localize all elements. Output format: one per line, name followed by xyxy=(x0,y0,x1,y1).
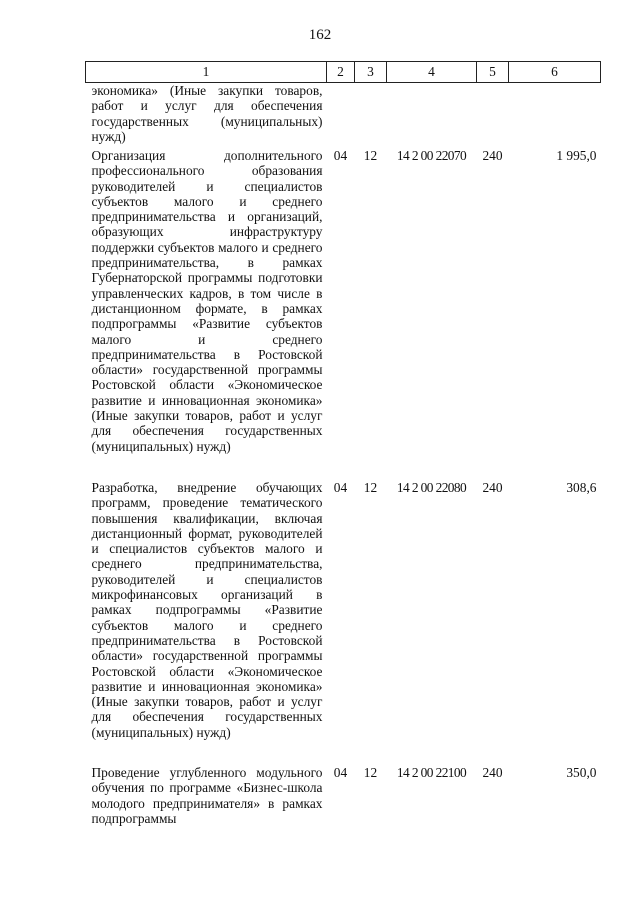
row-target-item-code: 14 2 00 22070 xyxy=(396,148,467,163)
row-subsection-code xyxy=(355,83,387,146)
row-expense-type-code: 240 xyxy=(482,765,503,780)
header-col-3: 3 xyxy=(355,62,387,83)
row-section-code: 04 xyxy=(333,480,348,495)
row-target-item-code xyxy=(387,83,477,146)
row-description: Проведение углубленного модульного обучения по программе «Бизнес-школа молодого предпринимателя» в рамках подпрограммы xyxy=(91,765,323,826)
row-target-item-code: 14 2 00 22100 xyxy=(396,765,467,780)
row-expense-type-code xyxy=(477,83,509,146)
page-number: 162 xyxy=(308,27,332,43)
table-row xyxy=(86,145,601,478)
row-section-code: 04 xyxy=(333,148,348,163)
header-col-5: 5 xyxy=(477,62,509,83)
row-amount: 308,6 xyxy=(566,480,597,495)
row-description: Разработка, внедрение обучающих программ, проведение тематического повышения квалификации, включая дистанционный формат, руководителей и специалистов субъектов малого и среднего предпринимательства, руководителей и специалистов микрофинансовых организаций в рамках подпрограммы «Развитие субъектов малого и среднего предпринимательства в Ростовской области» государственной программы Ростовской области «Экономическое развитие и инновационная экономика» (Иные закупки товаров, работ и услуг для обеспечения государственных (муниципальных) нужд) xyxy=(91,480,323,740)
header-row xyxy=(86,62,601,83)
row-expense-type-code: 240 xyxy=(482,480,503,495)
row-description: Организация дополнительного профессионального образования руководителей и специалистов субъектов малого и среднего предпринимательства и организаций, образующих инфраструктуру поддержки субъектов малого и среднего предпринимательства, в рамках Губернаторской программы подготовки управленческих кадров, в том числе в дистанционном формате, в рамках подпрограммы «Развитие субъектов малого и среднего предпринимательства в Ростовской области» государственной программы Ростовской области «Экономическое развитие и инновационная экономика» (Иные закупки товаров, работ и услуг для обеспечения государственных (муниципальных) нужд) xyxy=(91,148,323,454)
row-description: экономика» (Иные закупки товаров, работ и услуг для обеспечения государственных (муниципальных) нужд) xyxy=(91,83,323,144)
row-subsection-code: 12 xyxy=(363,148,378,163)
row-section-code xyxy=(327,83,355,146)
row-subsection-code: 12 xyxy=(363,765,378,780)
table-header xyxy=(86,62,601,83)
row-amount: 1 995,0 xyxy=(556,148,597,163)
table-row xyxy=(86,763,601,826)
header-col-4: 4 xyxy=(387,62,477,83)
row-section-code: 04 xyxy=(333,765,348,780)
row-amount xyxy=(509,83,601,146)
table-row xyxy=(86,478,601,763)
row-amount: 350,0 xyxy=(566,765,597,780)
header-col-1: 1 xyxy=(86,62,327,83)
row-expense-type-code: 240 xyxy=(482,148,503,163)
budget-table xyxy=(85,61,601,826)
table-body xyxy=(86,83,601,827)
row-subsection-code: 12 xyxy=(363,480,378,495)
header-col-6: 6 xyxy=(509,62,601,83)
table-row xyxy=(86,83,601,146)
header-col-2: 2 xyxy=(327,62,355,83)
row-target-item-code: 14 2 00 22080 xyxy=(396,480,467,495)
